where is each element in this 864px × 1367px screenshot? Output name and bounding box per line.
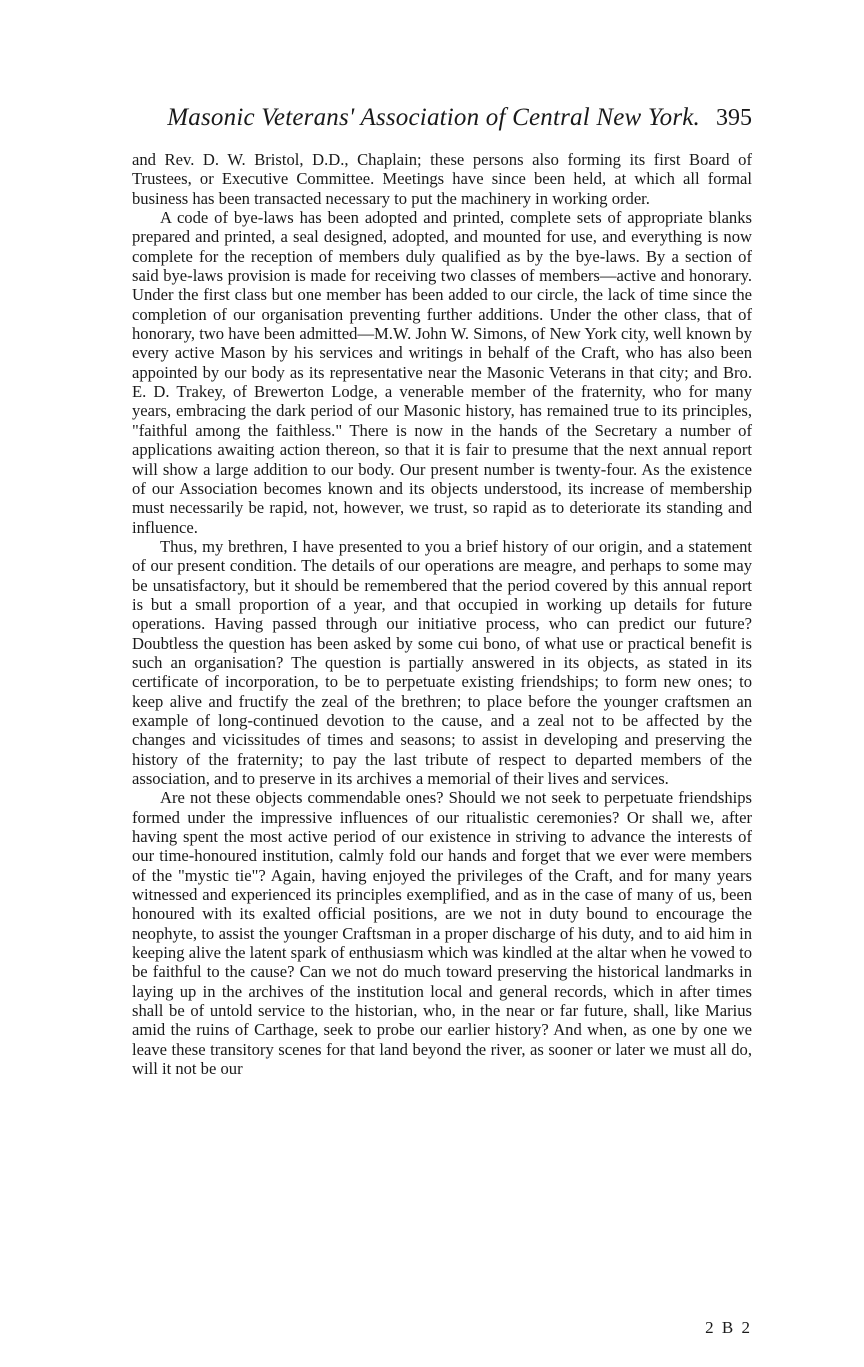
running-header <box>140 104 752 138</box>
running-title: Masonic Veterans' Association of Central New York. <box>167 104 700 131</box>
paragraph-continuation: and Rev. D. W. Bristol, D.D., Chaplain; these persons also forming its first Board of Trustees, or Executive Committee. Meetings have since been held, at which all formal business has been transacted necessary to put the machinery in working order. <box>132 150 752 208</box>
paragraph-history-summary: Thus, my brethren, I have presented to you a brief history of our origin, and a statement of our present condition. The details of our operations are meagre, and perhaps to some may be unsatisfactory, but it should be remembered that the period covered by this annual report is but a small proportion of a year, and that occupied in working up details for future operations. Having passed through our initiative process, who can predict our future? Doubtless the question has been asked by some cui bono, of what use or practical benefit is such an organisation? The question is partially answered in its objects, as stated in its certificate of incorporation, to be to perpetuate existing friendships; to form new ones; to keep alive and fructify the zeal of the brethren; to place before the younger craftsmen an example of long-continued devotion to the cause, and a zeal not to be affected by the changes and vicissitudes of times and seasons; to assist in developing and preserving the history of the fraternity; to pay the last tribute of respect to departed members of the association, and to preserve in its archives a memorial of their lives and services. <box>132 536 752 788</box>
page-number: 395 <box>716 105 752 131</box>
signature-mark: 2 B 2 <box>705 1318 752 1337</box>
body-text <box>132 150 752 1079</box>
paragraph-bye-laws: A code of bye-laws has been adopted and printed, complete sets of appropriate blanks prepared and printed, a seal designed, adopted, and mounted for use, and everything is now complete for the reception of members duly qualified as by the bye-laws. By a section of said bye-laws provision is made for receiving two classes of members—active and honorary. Under the first class but one member has been added to our circle, the lack of time since the completion of our organisation preventing further additions. Under the other class, that of honorary, two have been admitted—M.W. John W. Simons, of New York city, well known by every active Mason by his services and writings in behalf of the Craft, who has also been appointed by our body as its representative near the Masonic Veterans in that city; and Bro. E. D. Trakey, of Brewerton Lodge, a venerable member of the fraternity, who for many years, embracing the dark period of our Masonic history, has remained true to its principles, "faithful among the faithless." There is now in the hands of the Secretary a number of applications awaiting action thereon, so that it is fair to presume that the next annual report will show a large addition to our body. Our present number is twenty-four. As the existence of our Association becomes known and its objects understood, its increase of membership must necessarily be rapid, not, however, we trust, so rapid as to deteriorate its standing and influence. <box>132 208 752 537</box>
paragraph-objects: Are not these objects commendable ones? Should we not seek to perpetuate friendships formed under the impressive influences of our ritualistic ceremonies? Or shall we, after having spent the most active period of our existence in striving to advance the interests of our time-honoured institution, calmly fold our hands and forget that we ever were members of the "mystic tie"? Again, having enjoyed the privileges of the Craft, and for many years witnessed and experienced its principles exemplified, and as in the case of many of us, been honoured with its exalted official positions, are we not in duty bound to encourage the neophyte, to assist the younger Craftsman in a proper discharge of his duty, and to aid him in keeping alive the latent spark of enthusiasm which was kindled at the altar when he vowed to be faithful to the cause? Can we not do much toward preserving the historical landmarks in laying up in the archives of the institution local and general records, which in after times shall be of untold service to the historian, who, in the near or far future, shall, like Marius amid the ruins of Carthage, seek to probe our earlier history? And when, as one by one we leave these transitory scenes for that land beyond the river, as sooner or later we must all do, will it not be our <box>132 788 752 1079</box>
